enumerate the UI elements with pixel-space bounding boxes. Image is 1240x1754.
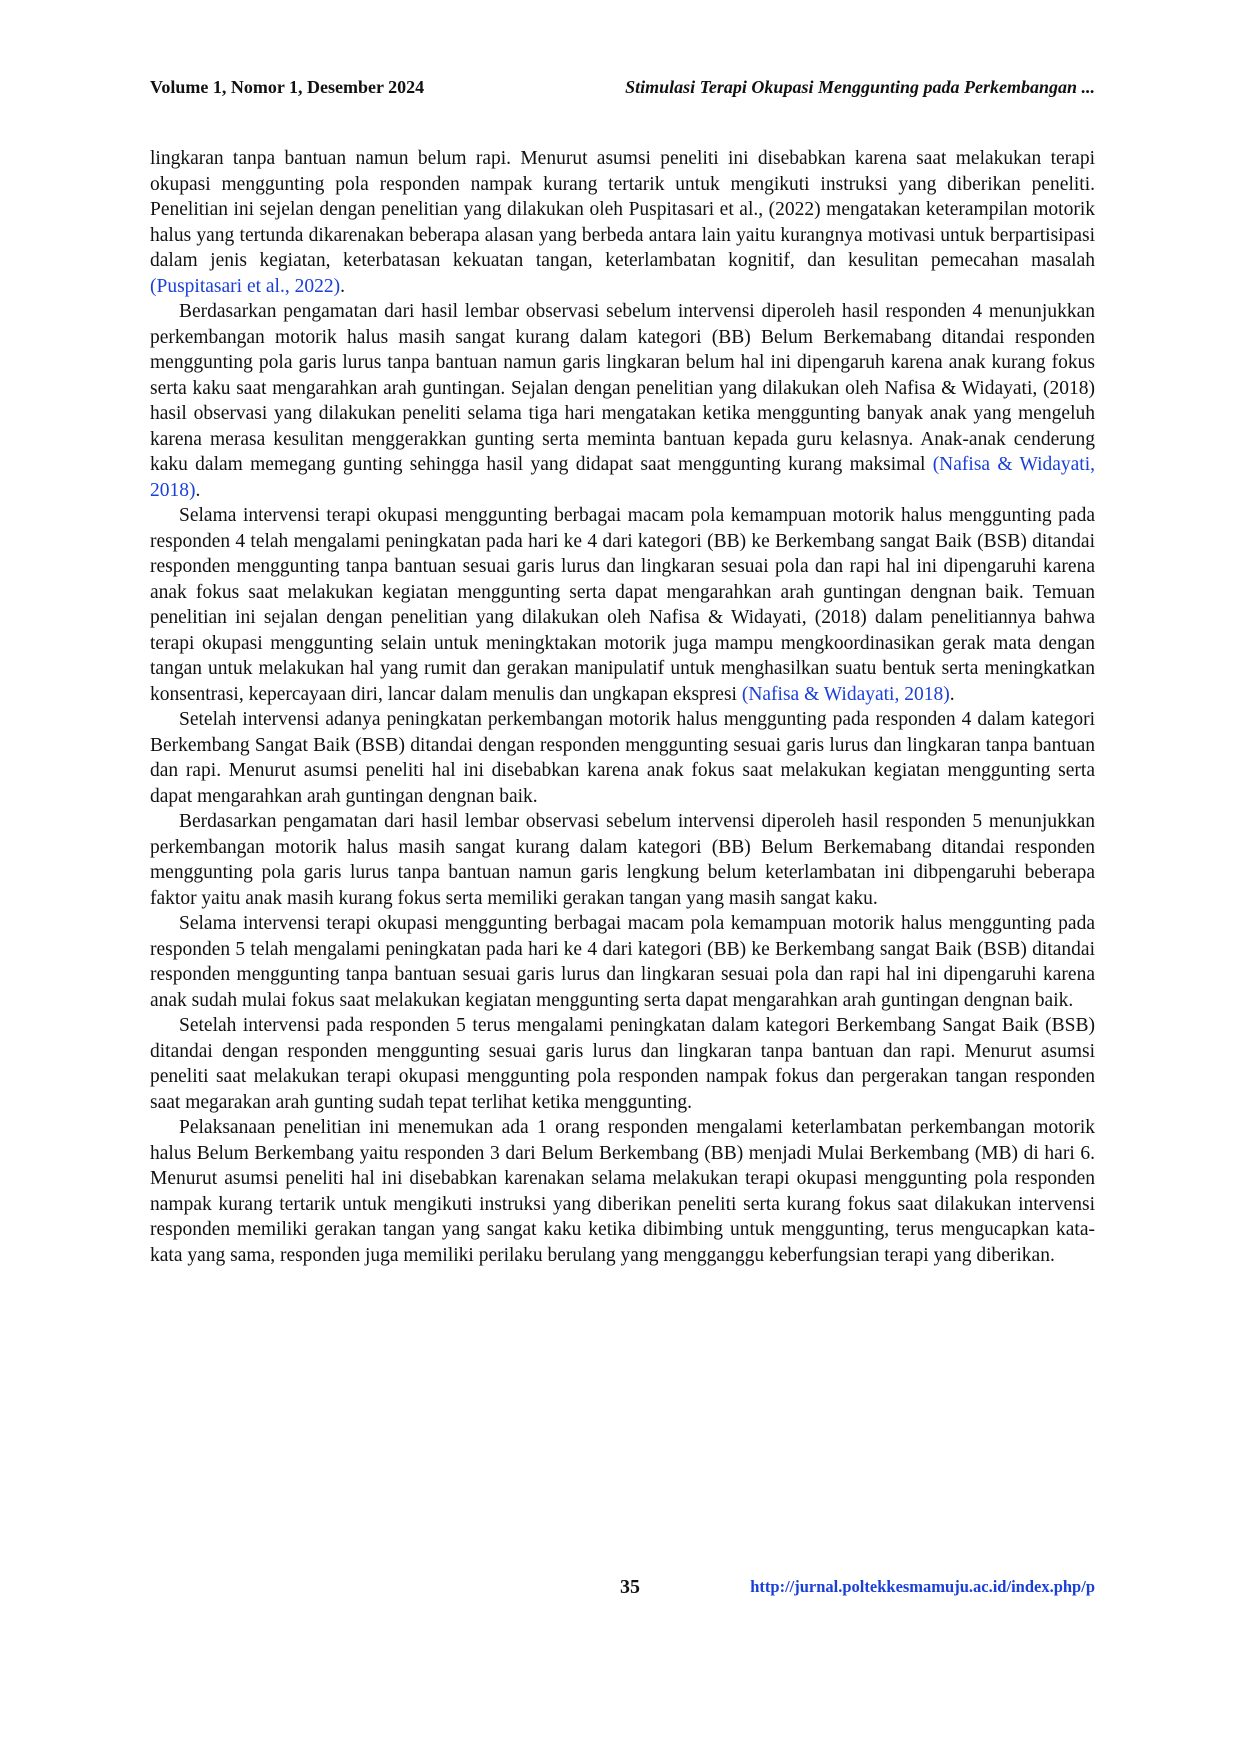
citation-link[interactable]: (Puspitasari et al., 2022) [150,275,341,297]
paragraph [150,809,1095,911]
running-title: Stimulasi Terapi Okupasi Menggunting pada Perkembangan ... [625,77,1095,97]
citation-link[interactable]: (Nafisa & Widayati, 2018) [741,683,950,705]
paragraph-text: Selama intervensi terapi okupasi menggunting berbagai macam pola kemampuan motorik halus menggunting pada responden 5 telah mengalami peningkatan pada hari ke 4 dari kategori (BB) ke Berkembang sangat Baik (BSB) ditandai responden menggunting tanpa bantuan sesuai garis lurus dan lingkaran sesuai pola dan rapi hal ini dipengaruhi karena anak sudah mulai fokus saat melakukan kegiatan menggunting serta dapat mengarahkan arah guntingan dengnan baik. [150,913,1095,1011]
citation-link[interactable]: (Nafisa & Widayati, 2018) [150,454,1096,501]
running-header [150,72,1095,102]
paragraph-text: Setelah intervensi pada responden 5 terus mengalami peningkatan dalam kategori Berkembang Sangat Baik (BSB) ditandai dengan responden menggunting sesuai garis lurus dan lingkaran tanpa bantuan dan rapi. Menurut asumsi peneliti saat melakukan terapi okupasi menggunting pola responden nampak fokus dan pergerakan tangan responden saat megarakan arah gunting sudah tepat terlihat ketika menggunting. [150,1015,1095,1113]
paragraph [150,1013,1095,1115]
volume-info: Volume 1, Nomor 1, Desember 2024 [150,77,425,97]
journal-url-link[interactable]: http://jurnal.poltekkesmamuju.ac.id/index.php/p [750,1577,1095,1596]
paragraph [150,1115,1095,1268]
paragraph [150,707,1095,809]
article-body [150,146,1095,1268]
page-number: 35 [620,1576,640,1598]
paragraph-text: Selama intervensi terapi okupasi menggunting berbagai macam pola kemampuan motorik halus menggunting pada responden 4 telah mengalami peningkatan pada hari ke 4 dari kategori (BB) ke Berkembang sangat Baik (BSB) ditandai responden menggunting tanpa bantuan sesuai garis lurus dan lingkaran sesuai pola dan rapi hal ini dipengaruhi karena anak fokus saat melakukan kegiatan menggunting serta dapat mengarahkan arah guntingan dengnan baik. Temuan penelitian ini sejalan dengan penelitian yang dilakukan oleh Nafisa & Widayati, (2018) dalam penelitiannya bahwa terapi okupasi menggunting selain untuk meningktakan motorik juga mampu mengkoordinasikan gerak mata dengan tangan untuk melakukan hal yang rumit dan gerakan manipulatif untuk menghasilkan suatu bentuk serta meningkatkan konsentrasi, kepercayaan diri, lancar dalam menulis dan ungkapan ekspresi [150,505,1095,705]
paragraph-text: lingkaran tanpa bantuan namun belum rapi. Menurut asumsi peneliti ini disebabkan karena saat melakukan terapi okupasi menggunting pola responden nampak kurang tertarik untuk mengikuti instruksi yang diberikan peneliti. Penelitian ini sejelan dengan penelitian yang dilakukan oleh Puspitasari et al., (2022) mengatakan keterampilan motorik halus yang tertunda dikarenakan beberapa alasan yang berbeda antara lain yaitu kurangnya motivasi untuk berpartisipasi dalam jenis kegiatan, keterbatasan kekuatan tangan, keterlambatan kognitif, dan kesulitan pemecahan masalah [150,148,1095,271]
paragraph-text: Pelaksanaan penelitian ini menemukan ada 1 orang responden mengalami keterlambatan perkembangan motorik halus Belum Berkembang yaitu responden 3 dari Belum Berkembang (BB) menjadi Mulai Berkembang (MB) di hari 6. Menurut asumsi peneliti hal ini disebabkan karenakan selama melakukan terapi okupasi menggunting pola responden nampak kurang tertarik untuk mengikuti instruksi yang diberikan peneliti serta kurang fokus saat dilakukan intervensi responden memiliki gerakan tangan yang sangat kaku ketika dibimbing untuk menggunting, terus mengucapkan kata-kata yang sama, responden juga memiliki perilaku berulang yang mengganggu keberfungsian terapi yang diberikan. [150,1117,1095,1266]
paragraph-end: . [949,683,955,705]
paragraph [150,299,1095,503]
paragraph [150,911,1095,1013]
paragraph-text: Berdasarkan pengamatan dari hasil lembar observasi sebelum intervensi diperoleh hasil responden 5 menunjukkan perkembangan motorik halus masih sangat kurang dalam kategori (BB) Belum Berkemabang ditandai responden menggunting pola garis lurus tanpa bantuan namun garis lengkung belum keterlambatan ini dibpengaruhi beberapa faktor yaitu anak masih kurang fokus serta memiliki gerakan tangan yang masih sangat kaku. [150,811,1095,909]
paragraph-end: . [340,275,345,297]
paragraph [150,503,1095,707]
paragraph-text: Berdasarkan pengamatan dari hasil lembar observasi sebelum intervensi diperoleh hasil responden 4 menunjukkan perkembangan motorik halus masih sangat kurang dalam kategori (BB) Belum Berkemabang ditandai responden menggunting pola garis lurus tanpa bantuan namun garis lingkaran belum hal ini dipengaruh karena anak kurang fokus serta kaku saat mengarahkan arah guntingan. Sejalan dengan penelitian yang dilakukan oleh Nafisa & Widayati, (2018) hasil observasi yang dilakukan peneliti selama tiga hari mengatakan ketika menggunting banyak anak yang mengeluh karena merasa kesulitan menggerakkan gunting serta meminta bantuan kepada guru kelasnya. Anak-anak cenderung kaku dalam memegang gunting sehingga hasil yang didapat saat menggunting kurang maksimal [150,301,1095,475]
paragraph-continuation [150,146,1095,299]
page-footer [150,1572,1095,1602]
paragraph-text: Setelah intervensi adanya peningkatan perkembangan motorik halus menggunting pada responden 4 dalam kategori Berkembang Sangat Baik (BSB) ditandai dengan responden menggunting sesuai garis lurus dan lingkaran tanpa bantuan dan rapi. Menurut asumsi peneliti hal ini disebabkan karena anak fokus saat melakukan kegiatan menggunting serta dapat mengarahkan arah guntingan dengnan baik. [150,709,1095,807]
paragraph-end: . [195,479,201,501]
